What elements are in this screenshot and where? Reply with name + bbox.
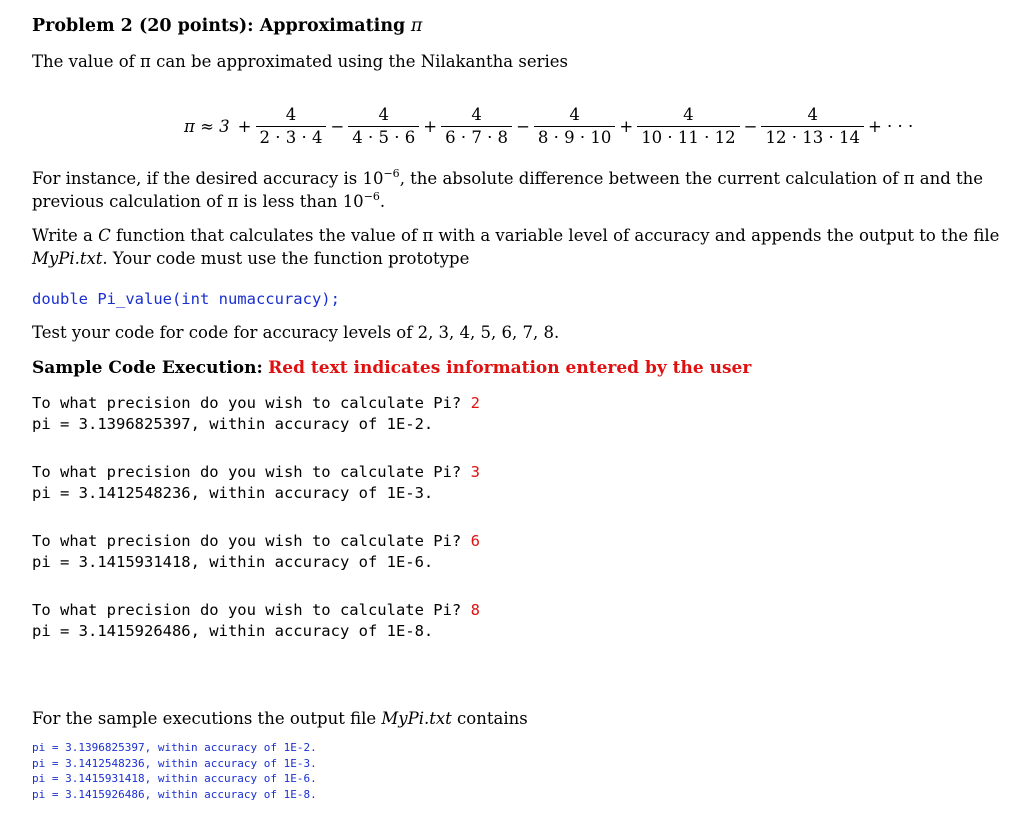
fraction-numerator: 4	[441, 106, 512, 127]
run-user-input: 2	[470, 394, 480, 412]
sample-run-4	[32, 601, 480, 640]
formula-terms	[234, 106, 864, 147]
para2-text-b: function that calculates the value of π with a variable level of accuracy and appends the output to the file	[110, 226, 1000, 245]
para1-exponent-2: −6	[363, 190, 380, 203]
para2-text-c: . Your code must use the function prototype	[102, 249, 470, 268]
formula-operator: +	[237, 116, 252, 136]
file-line: pi = 3.1415926486, within accuracy of 1E-8.	[32, 787, 317, 801]
function-prototype: double Pi_value(int numaccuracy);	[32, 290, 340, 308]
task-paragraph-line-2	[32, 249, 469, 268]
file-line: pi = 3.1396825397, within accuracy of 1E-2.	[32, 741, 317, 754]
nilakantha-formula	[180, 101, 917, 151]
sample-run-2	[32, 463, 480, 502]
sample-heading	[32, 358, 751, 378]
para1-text-c: previous calculation of π is less than 10	[32, 192, 364, 211]
formula-fraction	[538, 106, 611, 147]
para2-language: C	[98, 226, 111, 245]
file-line: pi = 3.1412548236, within accuracy of 1E-3.	[32, 756, 317, 770]
formula-operator: +	[423, 116, 438, 136]
para1-text-d: .	[379, 192, 386, 211]
intro-text: The value of π can be approximated using the Nilakantha series	[32, 52, 568, 71]
run-result: pi = 3.1415931418, within accuracy of 1E-6.	[32, 553, 434, 571]
fraction-denominator: 12 · 13 · 14	[765, 127, 860, 147]
file-intro-text-a: For the sample executions the output file	[32, 709, 382, 728]
fraction-numerator: 4	[348, 106, 419, 127]
run-prompt: To what precision do you wish to calculate Pi?	[32, 394, 471, 412]
fraction-denominator: 8 · 9 · 10	[537, 127, 612, 147]
para1-text-a: For instance, if the desired accuracy is 10	[32, 169, 384, 188]
fraction-denominator: 4 · 5 · 6	[352, 127, 416, 147]
fraction-numerator: 4	[761, 106, 863, 127]
sample-heading-label: Sample Code Execution:	[32, 358, 263, 378]
formula-tail: + · · ·	[867, 116, 914, 136]
accuracy-paragraph-line-2	[32, 190, 385, 211]
problem-title	[32, 16, 422, 36]
run-result: pi = 3.1396825397, within accuracy of 1E-2.	[32, 415, 434, 433]
formula-operator: −	[743, 116, 758, 136]
fraction-denominator: 6 · 7 · 8	[445, 127, 509, 147]
run-user-input: 6	[470, 532, 480, 550]
run-result: pi = 3.1412548236, within accuracy of 1E-3.	[32, 484, 434, 502]
task-paragraph-line-1	[32, 226, 999, 245]
accuracy-paragraph-line-1	[32, 167, 983, 188]
fraction-denominator: 2 · 3 · 4	[259, 127, 323, 147]
sample-run-3	[32, 532, 480, 571]
output-file-intro	[32, 709, 528, 728]
file-intro-filename: MyPi.txt	[381, 709, 452, 728]
formula-fraction	[352, 106, 415, 147]
formula-lead: π ≈ 3	[184, 116, 230, 136]
run-prompt: To what precision do you wish to calculate Pi?	[32, 601, 471, 619]
formula-operator: −	[516, 116, 530, 136]
run-user-input: 8	[470, 601, 480, 619]
para1-exponent-1: −6	[383, 167, 400, 180]
run-prompt: To what precision do you wish to calculate Pi?	[32, 463, 471, 481]
problem-title-pi: π	[410, 16, 423, 36]
fraction-numerator: 4	[534, 106, 615, 127]
formula-fraction	[641, 106, 735, 147]
run-result: pi = 3.1415926486, within accuracy of 1E-8.	[32, 622, 434, 640]
output-file-contents	[32, 740, 317, 802]
run-prompt: To what precision do you wish to calculate Pi?	[32, 532, 471, 550]
para1-text-b: , the absolute difference between the current calculation of π and the	[399, 169, 984, 188]
sample-run-1	[32, 394, 480, 433]
file-line: pi = 3.1415931418, within accuracy of 1E-6.	[32, 772, 317, 785]
sample-heading-note: Red text indicates information entered by the user	[268, 358, 752, 378]
formula-operator: −	[330, 116, 345, 136]
file-intro-text-b: contains	[451, 709, 528, 728]
problem-title-text: Problem 2 (20 points): Approximating	[32, 16, 406, 36]
formula-fraction	[765, 106, 859, 147]
fraction-numerator: 4	[256, 106, 327, 127]
formula-fraction	[445, 106, 508, 147]
fraction-denominator: 10 · 11 · 12	[641, 127, 736, 147]
formula-operator: +	[619, 116, 634, 136]
formula-fraction	[260, 106, 323, 147]
test-instruction: Test your code for code for accuracy levels of 2, 3, 4, 5, 6, 7, 8.	[32, 323, 560, 342]
run-user-input: 3	[470, 463, 480, 481]
fraction-numerator: 4	[637, 106, 739, 127]
para2-filename: MyPi.txt	[32, 249, 103, 268]
para2-text-a: Write a	[32, 226, 99, 245]
